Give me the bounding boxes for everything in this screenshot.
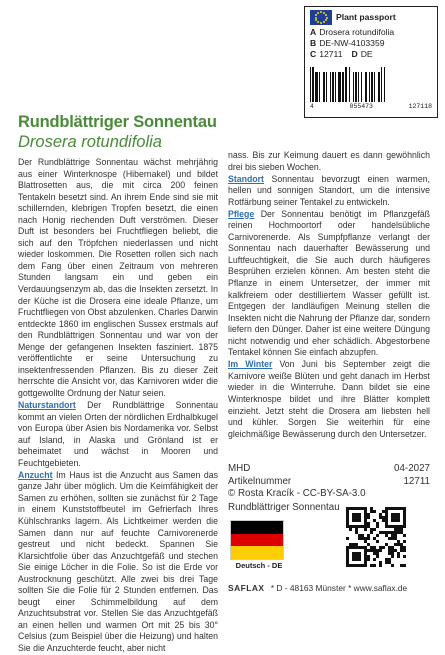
- german-flag-icon: [230, 520, 284, 560]
- mhd-row: MHD 04-2027: [228, 463, 430, 474]
- passport-header: [310, 10, 432, 25]
- page-title: Rundblättriger Sonnentau: [18, 113, 217, 131]
- anzucht-heading: Anzucht: [18, 469, 53, 480]
- naturstandort-paragraph: Naturstandort Der Rundblättrige Sonnentau kommt an vielen Orten der nördlichen Erdhalbkugel von Europa über Asien bis Nordamerika vor. Selbst auf Island, in Alaska und Grönland ist er beheimatet und wächst in Mooren und Feuchtgebieten.: [18, 399, 218, 468]
- image-copyright: © Rosta Kracík - CC-BY-SA-3.0: [228, 488, 366, 500]
- intro-paragraph: Der Rundblättrige Sonnentau wächst mehrjährig aus einer Winterknospe (Hibernakel) und bildet Blattrosetten aus, die mit circa 200 feinen Tentakeln besetzt sind. An ihrem Ende sind sie mit schillernden, klebrigen Tropfen besetzt, die einen nach Honig riechenden Duft verströmen. Dieser Duft ist besonders bei Fruchtfliegen beliebt, die sich auf den Tröpfchen niederlassen und nicht wieder loskommen. Die Rosetten rollen sich nach dem Fang über einen Zeitraum von mehreren Stunden langsam ein und geben ein Verdauungsenzym ab, das die Insekten zersetzt. In der Küche ist die Drosera eine ideale Pflanze, um Fruchtfliegen von Obst abzulenken. Charles Darwin entdeckte 1860 im englischen Sussex erstmals auf den Rundblättrigen Sonnentau und war von der Menge der gefangenen Insekten fasziniert. 1875 veröffentlichte er seine Untersuchung zu insektenfressenden Pflanzen. Bis zu dieser Zeit herrschte die Ansicht vor, das Karnivoren wider die gottgewollte Ordnung der Natur seien.: [18, 157, 218, 398]
- text-column-right: [228, 150, 430, 441]
- article-number-row: Artikelnummer 12711: [228, 475, 430, 487]
- qr-code: [346, 507, 406, 567]
- barcode: [310, 64, 432, 102]
- barcode-number: 4 055473 127118: [310, 103, 432, 110]
- plant-passport: [304, 6, 438, 118]
- passport-row-b: B DE-NW-4103359: [310, 38, 385, 48]
- language-label: Deutsch - DE: [235, 561, 283, 570]
- naturstandort-heading: Naturstandort: [18, 399, 76, 410]
- passport-row-a: A Drosera rotundifolia: [310, 27, 395, 37]
- footer-address: * D - 48163 Münster * www.saflax.de: [268, 582, 408, 593]
- passport-heading: Plant passport: [336, 12, 396, 22]
- eu-flag-icon: [310, 10, 332, 25]
- passport-row-c: C 12711 D DE: [310, 49, 373, 59]
- brand-name: SAFLAX: [228, 582, 265, 593]
- pflege-heading: Pflege: [228, 208, 255, 219]
- standort-heading: Standort: [228, 173, 264, 184]
- winter-heading: Im Winter: [228, 359, 273, 370]
- pflege-paragraph: Pflege Der Sonnentau benötigt im Pflanzgefäß reinen Hochmoortorf oder handelsübliche Carnivorenerde. Als Sumpfpflanze verlangt der Sonnentau nach dauerhafter Bewässerung und Luftfeuchtigkeit, die Sie auch durch häufigeres Besprühen erzielen können. Am besten steht die Pflanze in einem Untersetzer, der immer mit kalkfreiem oder destilliertem Wasser gefüllt ist. Entgegen der landläufigen Meinung stellen die Insekten nicht die Nahrung der Pflanze dar, sondern liefern den Dünger. Daher ist eine weitere Düngung nicht notwendig und eher schädlich. Abgestorbene Tentakel können Sie einfach abzupfen.: [228, 208, 430, 358]
- anzucht-continued: nass. Bis zur Keimung dauert es dann gewöhnlich drei bis sieben Wochen.: [228, 150, 430, 172]
- standort-paragraph: Standort Sonnentau bevorzugt einen warmen, hellen und sonnigen Standort, um die intensive Rotfärbung seiner Tentakel zu entwickeln.: [228, 173, 430, 207]
- winter-paragraph: Im Winter Von Juni bis September zeigt die Karnivore weiße Blüten und geht danach im Herbst wieder in die Winterruhe. Dann bildet sie eine Winterknospe bildet und ihre Blätter komplett einzieht. Jetzt steht die Drosera am liebsten hell und kühler. Sorgen Sie weiterhin für eine gleichmäßige Bewässerung durch den Untersetzer.: [228, 359, 430, 439]
- product-name: Rundblättriger Sonnentau: [228, 501, 340, 513]
- footer: [0, 575, 445, 600]
- language-badge: [230, 520, 288, 570]
- anzucht-paragraph: Anzucht Im Haus ist die Anzucht aus Samen das ganze Jahr über möglich. Um die Keimfähigkeit der Samen zu erhöhen, sollten sie zunächst für 2 Tage in einem Kunststoffbeutel im Gefrierfach Ihres Kühlschranks lagern. Als Lichtkeimer werden die Samen dann nur auf feuchte Carnivorenerde gestreut und nicht bedeckt. Spannen Sie Klarsichtfolie über das Anzuchtgefäß und stechen Sie einige Löcher in die Folie. So ist die Erde vor Austrocknung geschützt. Alle zwei bis drei Tage sollten Sie die Folie für 2 Stunden entfernen. Das beugt einer Schimmelbildung auf dem Anzuchtsubstrat vor. Stellen Sie das Anzuchtgefäß an einen hellen und warmen Ort mit 25 bis 30° Celsius (zum Beispiel über die Heizung) und halten Sie die Anzuchterde feucht, aber nicht: [18, 469, 218, 653]
- botanical-name: Drosera rotundifolia: [18, 133, 162, 151]
